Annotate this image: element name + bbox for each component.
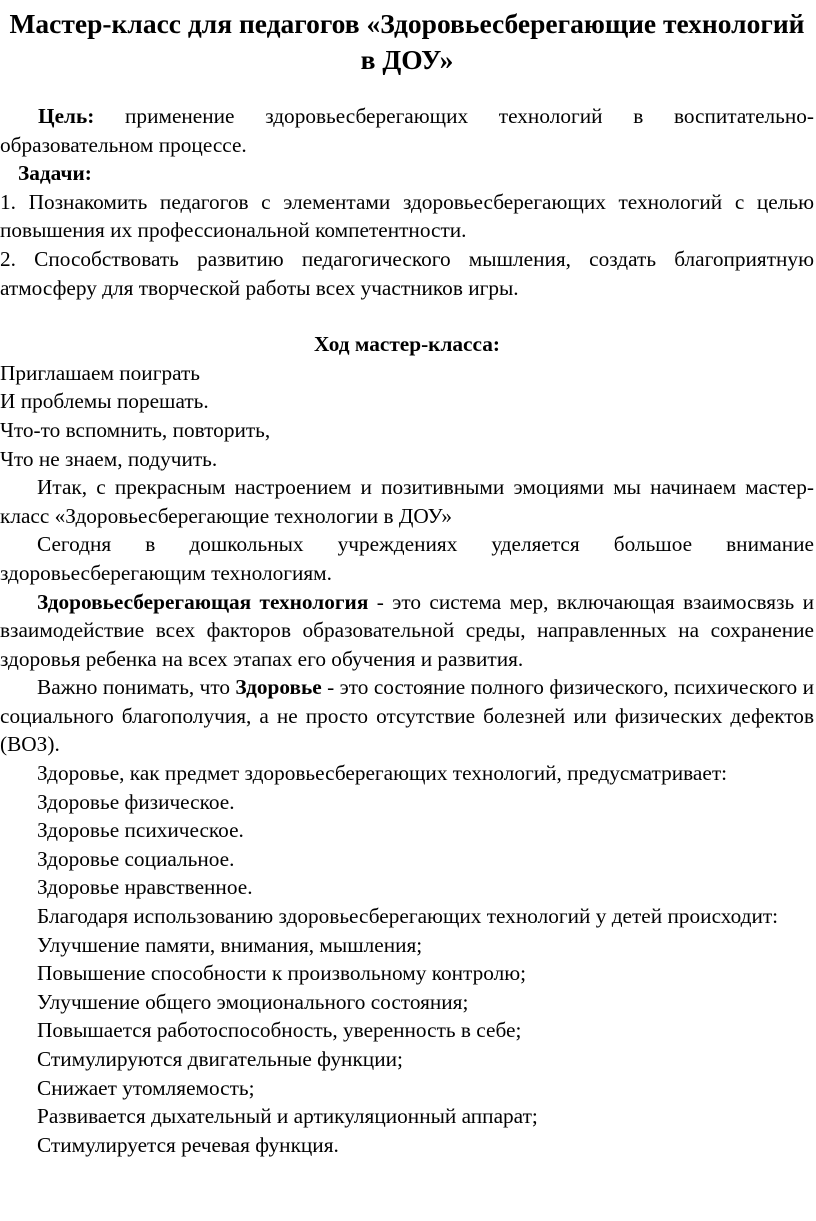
list-item: Снижает утомляемость; (37, 1075, 255, 1100)
subject-intro-paragraph: Здоровье, как предмет здоровьесберегающих технологий, предусматривает: (37, 761, 728, 786)
health-types-list (0, 788, 814, 902)
list-item: Здоровье нравственное. (37, 875, 253, 900)
today-paragraph: Сегодня в дошкольных учреждениях уделяется большое внимание здоровьесберегающим технологиям. (0, 532, 814, 585)
tasks-heading: Задачи: (18, 161, 92, 186)
list-item: Повышается работоспособность, уверенность в себе; (37, 1018, 522, 1043)
task-item-1: 1. Познакомить педагогов с элементами здоровьесберегающих технологий с целью повышения их профессиональной компетентности. (0, 189, 814, 243)
course-heading: Ход мастер-класса: (314, 332, 500, 357)
health-definition (0, 673, 814, 759)
list-item: Стимулируется речевая функция. (37, 1132, 339, 1157)
technology-definition (0, 588, 814, 674)
goal-paragraph (0, 102, 814, 159)
verse-line: И проблемы порешать. (0, 389, 209, 414)
benefits-intro-paragraph: Благодаря использованию здоровьесберегающих технологий у детей происходит: (37, 904, 779, 929)
intro-paragraph: Итак, с прекрасным настроением и позитивными эмоциями мы начинаем мастер-класс «Здоровьесберегающие технологии в ДОУ» (0, 475, 814, 528)
verse-line: Что не знаем, подучить. (0, 446, 218, 471)
health-definition-text: - это состояние полного физического, психического и социального благополучия, а не просто отсутствие болезней или физических дефектов (ВОЗ). (0, 675, 814, 757)
list-item: Здоровье физическое. (37, 789, 235, 814)
technology-definition-text: - это система мер, включающая взаимосвязь и взаимодействие всех факторов образовательной среды, направленных на сохранение здоровья ребенка на всех этапах его обучения и развития. (0, 589, 814, 671)
spacer (0, 78, 814, 102)
spacer (0, 302, 814, 330)
health-prefix: Важно понимать, что (37, 675, 236, 700)
document-title: Мастер-класс для педагогов «Здоровьесберегающие технологий в ДОУ» (9, 8, 805, 75)
list-item: Улучшение общего эмоционального состояния; (37, 989, 469, 1014)
list-item: Здоровье психическое. (37, 818, 244, 843)
list-item: Развивается дыхательный и артикуляционный аппарат; (37, 1104, 538, 1129)
verse-line: Что-то вспомнить, повторить, (0, 417, 271, 442)
benefits-list (0, 931, 814, 1160)
task-item-2: 2. Способствовать развитию педагогического мышления, создать благоприятную атмосферу для творческой работы всех участников игры. (0, 246, 814, 300)
list-item: Повышение способности к произвольному контролю; (37, 961, 527, 986)
goal-label: Цель: (38, 104, 95, 128)
verse-block (0, 359, 814, 473)
list-item: Стимулируются двигательные функции; (37, 1047, 403, 1071)
goal-text: применение здоровьесберегающих технологий в воспитательно-образовательном процессе. (0, 104, 814, 157)
list-item: Здоровье социальное. (37, 846, 235, 871)
health-term: Здоровье (235, 675, 322, 700)
verse-line: Приглашаем поиграть (0, 360, 201, 385)
list-item: Улучшение памяти, внимания, мышления; (37, 932, 423, 957)
technology-term: Здоровьесберегающая технология (37, 589, 369, 614)
